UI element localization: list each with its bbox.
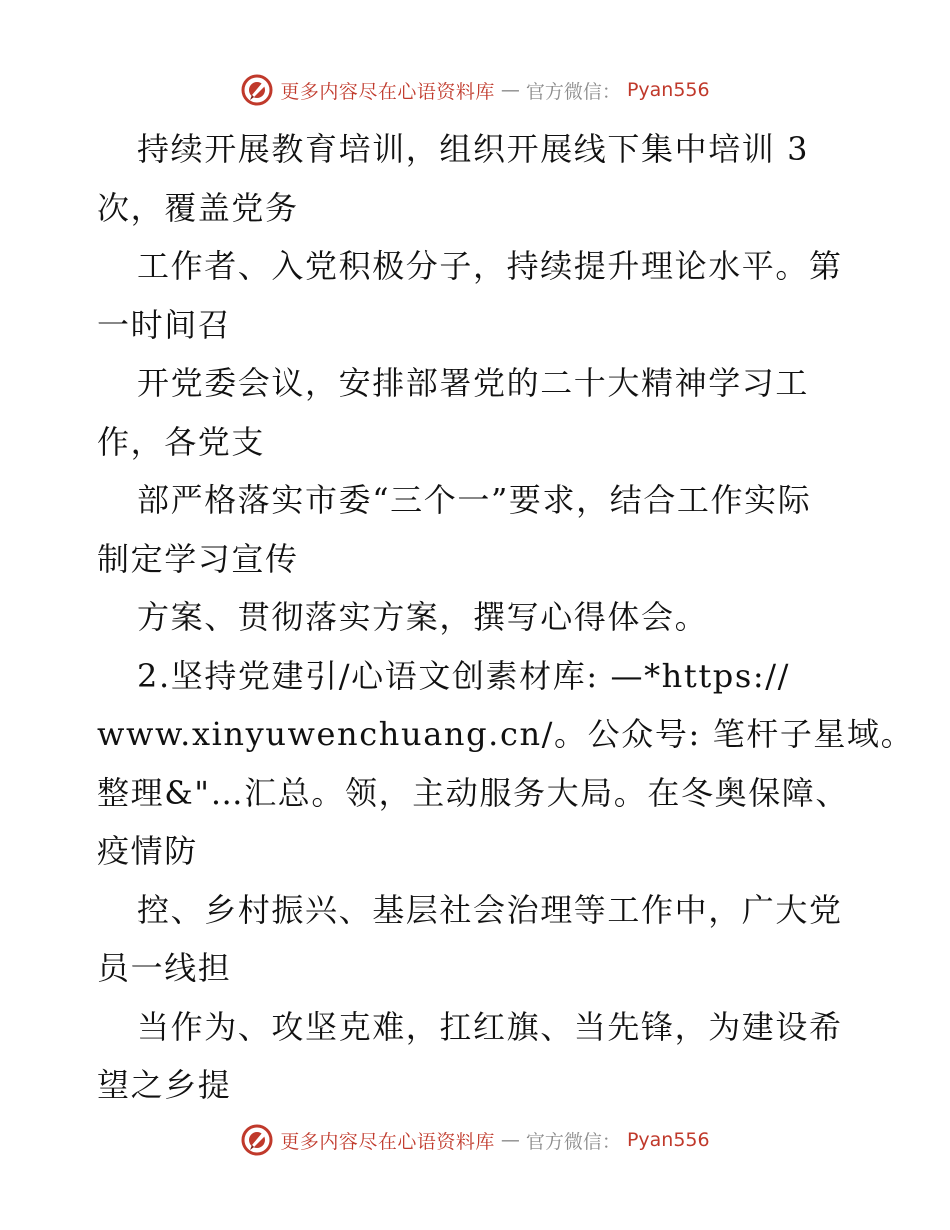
pen-nib-logo-icon [240,1123,274,1157]
body-line: 一时间召 [97,305,232,344]
body-line: 作，各党支 [97,422,266,461]
body-line: 部严格落实市委“三个一”要求，结合工作实际 [137,481,812,519]
body-line: 制定学习宣传 [97,539,299,578]
wechat-id: Pyan556 [626,1129,710,1151]
body-line: 望之乡提 [97,1066,232,1104]
body-line: 控、乡村振兴、基层社会治理等工作中，广大党 [137,890,843,929]
body-line: 2.坚持党建引/心语文创素材库: —*https:// [137,656,791,695]
body-line: 当作为、攻坚克难，扛红旗、当先锋，为建设希 [137,1007,843,1046]
wechat-label: 官方微信： [525,80,621,103]
body-line: 员一线担 [97,949,232,987]
body-line: 工作者、入党积极分子，持续提升理论水平。第 [137,247,843,285]
site-slogan: 更多内容尽在心语资料库 [280,1130,495,1153]
banner-separator: — [500,79,520,101]
body-line: 方案、贯彻落实方案，撰写心得体会。 [137,598,709,636]
site-slogan: 更多内容尽在心语资料库 [280,80,495,103]
wechat-label: 官方微信： [525,1130,621,1153]
banner-separator: — [500,1129,520,1151]
body-line: 整理&"…汇总。领，主动服务大局。在冬奥保障、 [97,773,850,812]
header-banner [0,70,950,110]
pen-nib-logo-icon [240,73,274,107]
body-line: 开党委会议，安排部署党的二十大精神学习工 [137,364,810,402]
document-body [97,120,915,1115]
body-line: 疫情防 [97,832,198,870]
body-line: www.xinyuwenchuang.cn/。公众号: 笔杆子星域。 [97,715,915,753]
footer-banner [0,1120,950,1160]
body-line: 次，覆盖党务 [97,188,299,227]
wechat-id: Pyan556 [626,79,710,101]
body-line: 持续开展教育培训，组织开展线下集中培训 3 [137,130,810,168]
